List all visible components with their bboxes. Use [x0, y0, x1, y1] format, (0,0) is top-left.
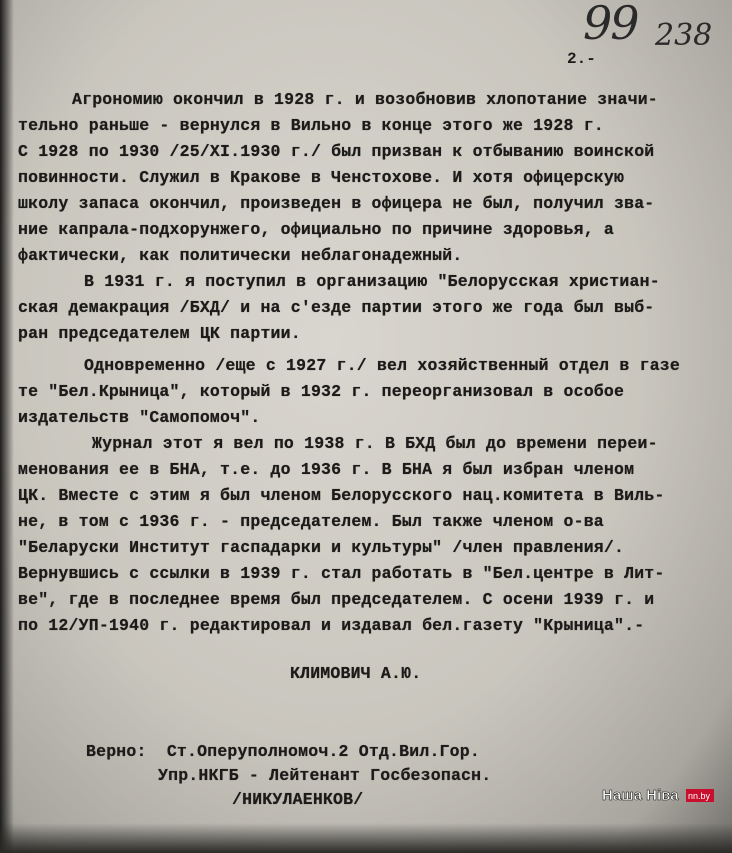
body-line: ран председателем ЦК партии.	[18, 324, 301, 343]
body-line: тельно раньше - вернулся в Вильно в конце этого же 1928 г.	[18, 116, 604, 135]
body-line: школу запаса окончил, произведен в офицера не был, получил зва-	[18, 194, 655, 213]
body-line: "Беларуски Институт гаспадарки и культуры" /член правления/.	[18, 538, 625, 557]
body-line: Агрономию окончил в 1928 г. и возобновив хлопотание значи-	[72, 90, 658, 109]
body-line: В 1931 г. я поступил в организацию "Белорусская христиан-	[84, 272, 660, 291]
body-line: повинности. Служил в Кракове в Ченстохове. И хотя офицерскую	[18, 168, 625, 187]
handwritten-folio-number: 99	[583, 0, 638, 50]
certification-line-3: /НИКУЛАЕНКОВ/	[232, 790, 364, 809]
page-number: 2.-	[567, 50, 596, 68]
body-line: ская демакрация /БХД/ и на с'езде партии этого же года был выб-	[18, 298, 655, 317]
body-line: Одновременно /еще с 1927 г./ вел хозяйственный отдел в газе	[84, 356, 680, 375]
body-line: фактически, как политически неблагонадежный.	[18, 246, 463, 265]
nasha-niva-logo	[602, 783, 714, 807]
handwritten-page-stamp: 238	[655, 18, 713, 53]
body-line: Вернувшись с ссылки в 1939 г. стал работать в "Бел.центре в Лит-	[18, 564, 665, 583]
signature: КЛИМОВИЧ А.Ю.	[290, 664, 422, 683]
body-line: издательств "Самопомоч".	[18, 408, 261, 427]
body-line: Журнал этот я вел по 1938 г. В БХД был до времени переи-	[92, 434, 658, 453]
body-line: ве", где в последнее время был председателем. С осени 1939 г. и	[18, 590, 655, 609]
logo-suffix: nn.by	[688, 791, 711, 801]
body-line: те "Бел.Крыница", который в 1932 г. переорганизовал в особое	[18, 382, 625, 401]
body-line: по 12/УП-1940 г. редактировал и издавал бел.газету "Крыница".-	[18, 616, 645, 635]
certification-line-2: Упр.НКГБ - Лейтенант Госбезопасн.	[158, 766, 492, 785]
page-shadow-left	[0, 0, 14, 853]
body-line: не, в том с 1936 г. - председателем. Был также членом о-ва	[18, 512, 604, 531]
body-line: ние капрала-подхорунжего, официально по причине здоровья, а	[18, 220, 614, 239]
page-shadow-bottom	[0, 823, 732, 853]
body-line: менования ее в БНА, т.е. до 1936 г. В БНА я был избран членом	[18, 460, 635, 479]
logo-text: Наша Ніва	[602, 787, 679, 804]
certification-line-1: Верно: Ст.Оперуполномоч.2 Отд.Вил.Гор.	[86, 742, 480, 761]
body-line: ЦК. Вместе с этим я был членом Белорусского нац.комитета в Виль-	[18, 486, 665, 505]
body-line: С 1928 по 1930 /25/XI.1930 г./ был призван к отбыванию воинской	[18, 142, 655, 161]
